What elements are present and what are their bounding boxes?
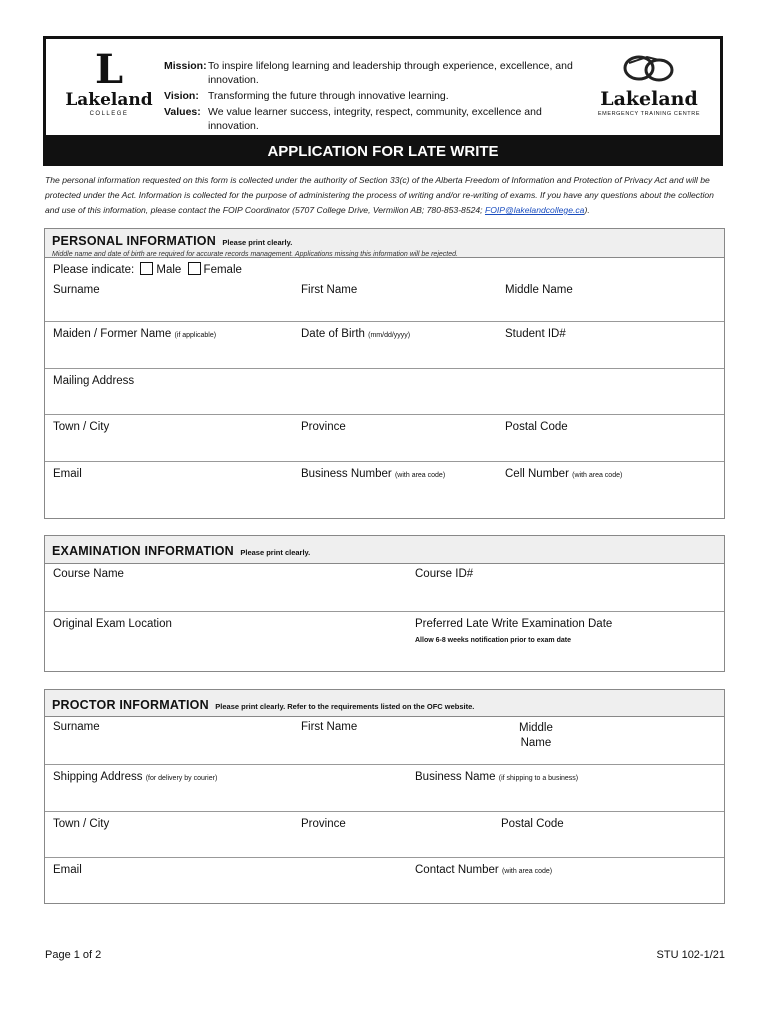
form-code: STU 102-1/21 <box>656 949 725 961</box>
page-number: Page 1 of 2 <box>45 949 102 961</box>
course-row[interactable] <box>45 564 724 612</box>
proctor-town-row[interactable] <box>45 812 724 858</box>
student-id-field[interactable]: Student ID# <box>505 328 566 340</box>
bird-emblem-icon <box>594 53 704 89</box>
middle-label-1: Middle <box>519 722 553 734</box>
gender-indicator <box>53 262 242 276</box>
preferred-date-note: Allow 6-8 weeks notification prior to exam date <box>415 637 571 644</box>
mission-vision-values <box>164 59 594 135</box>
exam-section-header <box>45 536 724 564</box>
location-row[interactable] <box>45 612 724 670</box>
preferred-date-field[interactable]: Preferred Late Write Examination Date <box>415 618 613 630</box>
logo-sub-right: EMERGENCY TRAINING CENTRE <box>597 111 701 117</box>
privacy-end: ). <box>584 205 590 215</box>
personal-section-title: PERSONAL INFORMATION <box>52 234 216 248</box>
mission-label: Mission: <box>164 60 207 72</box>
personal-section-header <box>45 229 724 258</box>
proctor-middle-name-field[interactable] <box>519 721 553 751</box>
cell-number-field[interactable] <box>505 468 622 480</box>
emergency-training-centre-logo <box>594 53 704 133</box>
proctor-email-field[interactable]: Email <box>53 864 82 876</box>
mailing-address-field[interactable]: Mailing Address <box>53 375 135 387</box>
cell-number-label: Cell Number <box>505 468 569 480</box>
exam-section-hint: Please print clearly. <box>240 548 311 557</box>
cell-number-hint: (with area code) <box>572 472 623 479</box>
personal-section-hint: Please print clearly. <box>222 238 293 247</box>
vision-label: Vision: <box>164 90 199 102</box>
course-name-field[interactable]: Course Name <box>53 568 124 580</box>
first-name-field[interactable]: First Name <box>301 284 358 296</box>
proctor-town-city-field[interactable]: Town / City <box>53 818 110 830</box>
privacy-text: The personal information requested on this form is collected under the authority of Section 33(c) of the Alberta Freedom of Information and Protection of Privacy Act and will be protected under the Act. Information is collected for the purpose of administering the process of writing and/or re-writing of exams. If you have any questions about the collection and use of this information, please contact the FOIP Coordinator (5707 College Drive, Vermilion AB; 780-853-8524; <box>45 175 714 215</box>
gender-row <box>45 258 724 278</box>
maiden-hint: (if applicable) <box>174 332 217 339</box>
proctor-information-section <box>44 689 725 904</box>
maiden-label: Maiden / Former Name <box>53 328 172 340</box>
surname-field[interactable]: Surname <box>53 284 100 296</box>
female-checkbox[interactable] <box>188 262 201 275</box>
mission-text: To inspire lifelong learning and leadership through experience, excellence, and innovation. <box>208 60 573 86</box>
lakeland-college-logo <box>64 46 154 129</box>
business-number-label: Business Number <box>301 468 392 480</box>
email-field[interactable]: Email <box>53 468 82 480</box>
date-of-birth-field[interactable] <box>301 328 410 340</box>
logo-name: Lakeland <box>65 90 153 110</box>
female-label: Female <box>203 264 242 276</box>
vision-text: Transforming the future through innovative learning. <box>208 90 449 102</box>
business-name-hint: (if shipping to a business) <box>498 775 579 782</box>
proctor-postal-code-field[interactable]: Postal Code <box>501 818 564 830</box>
proctor-first-name-field[interactable]: First Name <box>301 721 358 733</box>
personal-section-sub: Middle name and date of birth are required for accurate records management. Applications missing this information will be rejected. <box>52 251 458 258</box>
middle-label-2: Name <box>520 737 552 749</box>
male-label: Male <box>156 264 182 276</box>
maiden-row[interactable] <box>45 322 724 369</box>
town-row[interactable] <box>45 415 724 462</box>
logo-sub: COLLEGE <box>89 111 129 117</box>
contact-row[interactable] <box>45 462 724 508</box>
logo-letter: L <box>94 46 124 93</box>
postal-code-field[interactable]: Postal Code <box>505 421 568 433</box>
examination-information-section <box>44 535 725 672</box>
contact-number-label: Contact Number <box>415 864 499 876</box>
header-banner <box>43 36 723 138</box>
please-indicate-label: Please indicate: <box>53 264 135 276</box>
exam-section-title: EXAMINATION INFORMATION <box>52 544 234 558</box>
personal-information-section <box>44 228 725 519</box>
privacy-notice <box>45 173 725 218</box>
shipping-row[interactable] <box>45 765 724 812</box>
business-number-hint: (with area code) <box>394 472 446 479</box>
proctor-section-title: PROCTOR INFORMATION <box>52 698 209 712</box>
town-city-field[interactable]: Town / City <box>53 421 110 433</box>
course-id-field[interactable]: Course ID# <box>415 568 474 580</box>
dob-hint: (mm/dd/yyyy) <box>368 332 411 339</box>
logo-name-right: Lakeland <box>600 88 698 110</box>
shipping-label: Shipping Address <box>53 771 143 783</box>
values-label: Values: <box>164 106 201 118</box>
proctor-province-field[interactable]: Province <box>301 818 346 830</box>
proctor-name-row[interactable] <box>45 717 724 765</box>
shipping-address-field[interactable] <box>53 771 217 783</box>
maiden-name-field[interactable] <box>53 328 216 340</box>
business-number-field[interactable] <box>301 468 445 480</box>
middle-name-field[interactable]: Middle Name <box>505 284 573 296</box>
proctor-section-header <box>45 690 724 717</box>
original-exam-location-field[interactable]: Original Exam Location <box>53 618 172 630</box>
mailing-row[interactable] <box>45 369 724 415</box>
values-text: We value learner success, integrity, respect, community, excellence and innovation. <box>208 106 542 132</box>
male-checkbox[interactable] <box>140 262 153 275</box>
form-title: APPLICATION FOR LATE WRITE <box>43 138 723 166</box>
contact-number-hint: (with area code) <box>501 868 553 875</box>
proctor-surname-field[interactable]: Surname <box>53 721 100 733</box>
dob-label: Date of Birth <box>301 328 365 340</box>
business-name-field[interactable] <box>415 771 578 783</box>
contact-number-field[interactable] <box>415 864 552 876</box>
business-name-label: Business Name <box>415 771 496 783</box>
foip-email-link[interactable]: FOIP@lakelandcollege.ca <box>484 205 585 215</box>
shipping-hint: (for delivery by courier) <box>145 775 218 782</box>
province-field[interactable]: Province <box>301 421 346 433</box>
proctor-section-hint: Please print clearly. Refer to the requirements listed on the OFC website. <box>215 702 475 711</box>
name-row[interactable] <box>45 278 724 322</box>
proctor-contact-row[interactable] <box>45 858 724 903</box>
